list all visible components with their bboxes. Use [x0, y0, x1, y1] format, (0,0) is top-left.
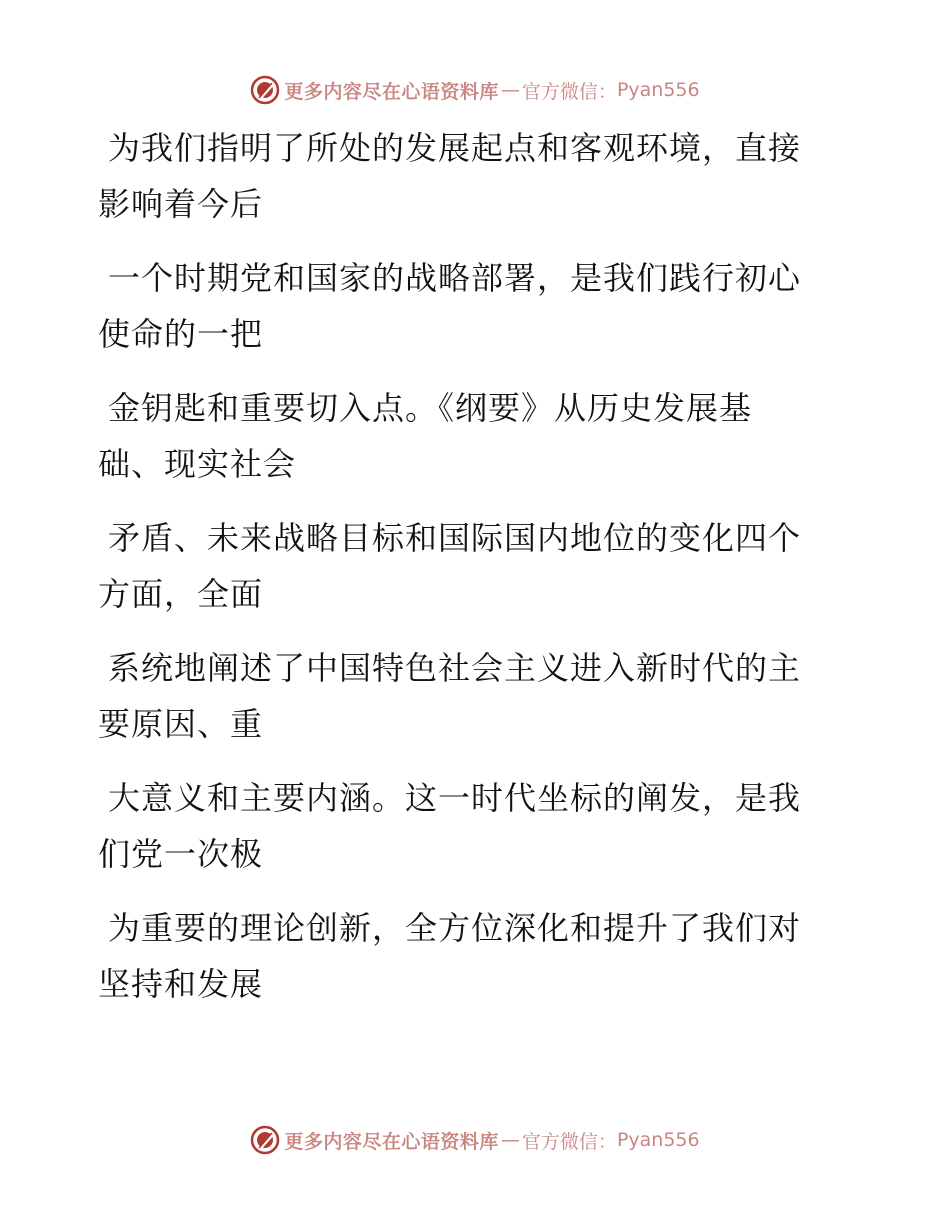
banner-slogan: 更多内容尽在心语资料库: [284, 1130, 499, 1153]
banner-contact-label: 官方微信：: [521, 1130, 617, 1153]
paragraph-line: 坚持和发展: [98, 965, 264, 1003]
paragraph: [98, 778, 838, 874]
banner-separator: —: [500, 1129, 520, 1151]
paragraph-line: 为我们指明了所处的发展起点和客观环境，直接: [108, 129, 802, 167]
banner-slogan: 更多内容尽在心语资料库: [284, 80, 499, 103]
quill-seal-logo-icon: [250, 1125, 280, 1155]
paragraph-line: 大意义和主要内涵。这一时代坐标的阐发，是我: [108, 779, 802, 817]
paragraph-line: 系统地阐述了中国特色社会主义进入新时代的主: [108, 649, 802, 687]
paragraph: [98, 258, 838, 354]
paragraph-line: 为重要的理论创新，全方位深化和提升了我们对: [108, 909, 802, 947]
paragraph: [98, 908, 838, 1004]
quill-seal-logo-icon: [250, 75, 280, 105]
paragraph: [98, 388, 838, 484]
banner-separator: —: [500, 79, 520, 101]
banner-contact-label: 官方微信：: [521, 80, 617, 103]
banner-contact-id: Pyan556: [616, 79, 700, 101]
paragraph-line: 矛盾、未来战略目标和国际国内地位的变化四个: [108, 519, 802, 557]
document-body: [98, 128, 838, 1038]
paragraph-line: 要原因、重: [98, 705, 264, 743]
paragraph-line: 们党一次极: [98, 835, 264, 873]
footer-banner: [0, 1120, 950, 1160]
paragraph-line: 一个时期党和国家的战略部署，是我们践行初心: [108, 259, 802, 297]
paragraph: [98, 128, 838, 224]
paragraph: [98, 518, 838, 614]
paragraph: [98, 648, 838, 744]
header-banner: [0, 70, 950, 110]
paragraph-line: 方面，全面: [98, 575, 264, 613]
banner-contact-id: Pyan556: [616, 1129, 700, 1151]
paragraph-line: 使命的一把: [98, 315, 264, 353]
paragraph-line: 金钥匙和重要切入点。《纲要》从历史发展基: [108, 389, 753, 427]
paragraph-line: 影响着今后: [98, 185, 264, 223]
paragraph-line: 础、现实社会: [98, 445, 297, 483]
